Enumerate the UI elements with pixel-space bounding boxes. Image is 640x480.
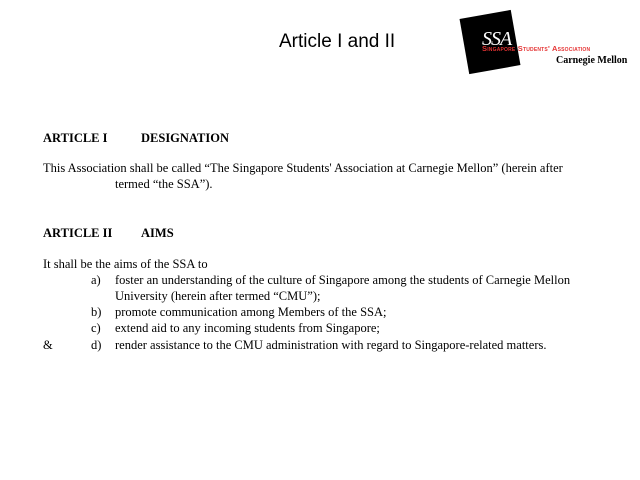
list-item-text: foster an understanding of the culture of Singapore among the students of Carnegie Mellon (115, 273, 571, 287)
list-item-prefix: & (43, 338, 53, 352)
article-1-text-line2: termed “the SSA”). (115, 177, 213, 191)
article-1-number: ARTICLE I (43, 131, 108, 145)
article-2-number: ARTICLE II (43, 226, 113, 240)
logo-association-name: Singapore Students' Association (482, 44, 591, 53)
list-item-text: promote communication among Members of the SSA; (115, 305, 387, 319)
logo-mark-text: SSA (482, 28, 512, 50)
list-item-text: extend aid to any incoming students from Singapore; (115, 321, 380, 335)
list-item-marker: b) (91, 305, 102, 319)
list-item-text-continued: University (herein after termed “CMU”); (115, 289, 321, 303)
logo-university-name: Carnegie Mellon (556, 55, 628, 66)
article-2-heading: AIMS (141, 226, 174, 240)
slide-title: Article I and II (279, 31, 396, 52)
article-1-heading: DESIGNATION (141, 131, 229, 145)
ssa-logo (464, 14, 636, 78)
list-item-marker: d) (91, 338, 102, 352)
list-item-marker: a) (91, 273, 101, 287)
article-2-intro: It shall be the aims of the SSA to (43, 257, 208, 271)
list-item-text: render assistance to the CMU administration with regard to Singapore-related matters. (115, 338, 547, 352)
article-1-text-line1: This Association shall be called “The Singapore Students' Association at Carnegie Mellon” (herein after (43, 161, 563, 175)
list-item-marker: c) (91, 321, 101, 335)
